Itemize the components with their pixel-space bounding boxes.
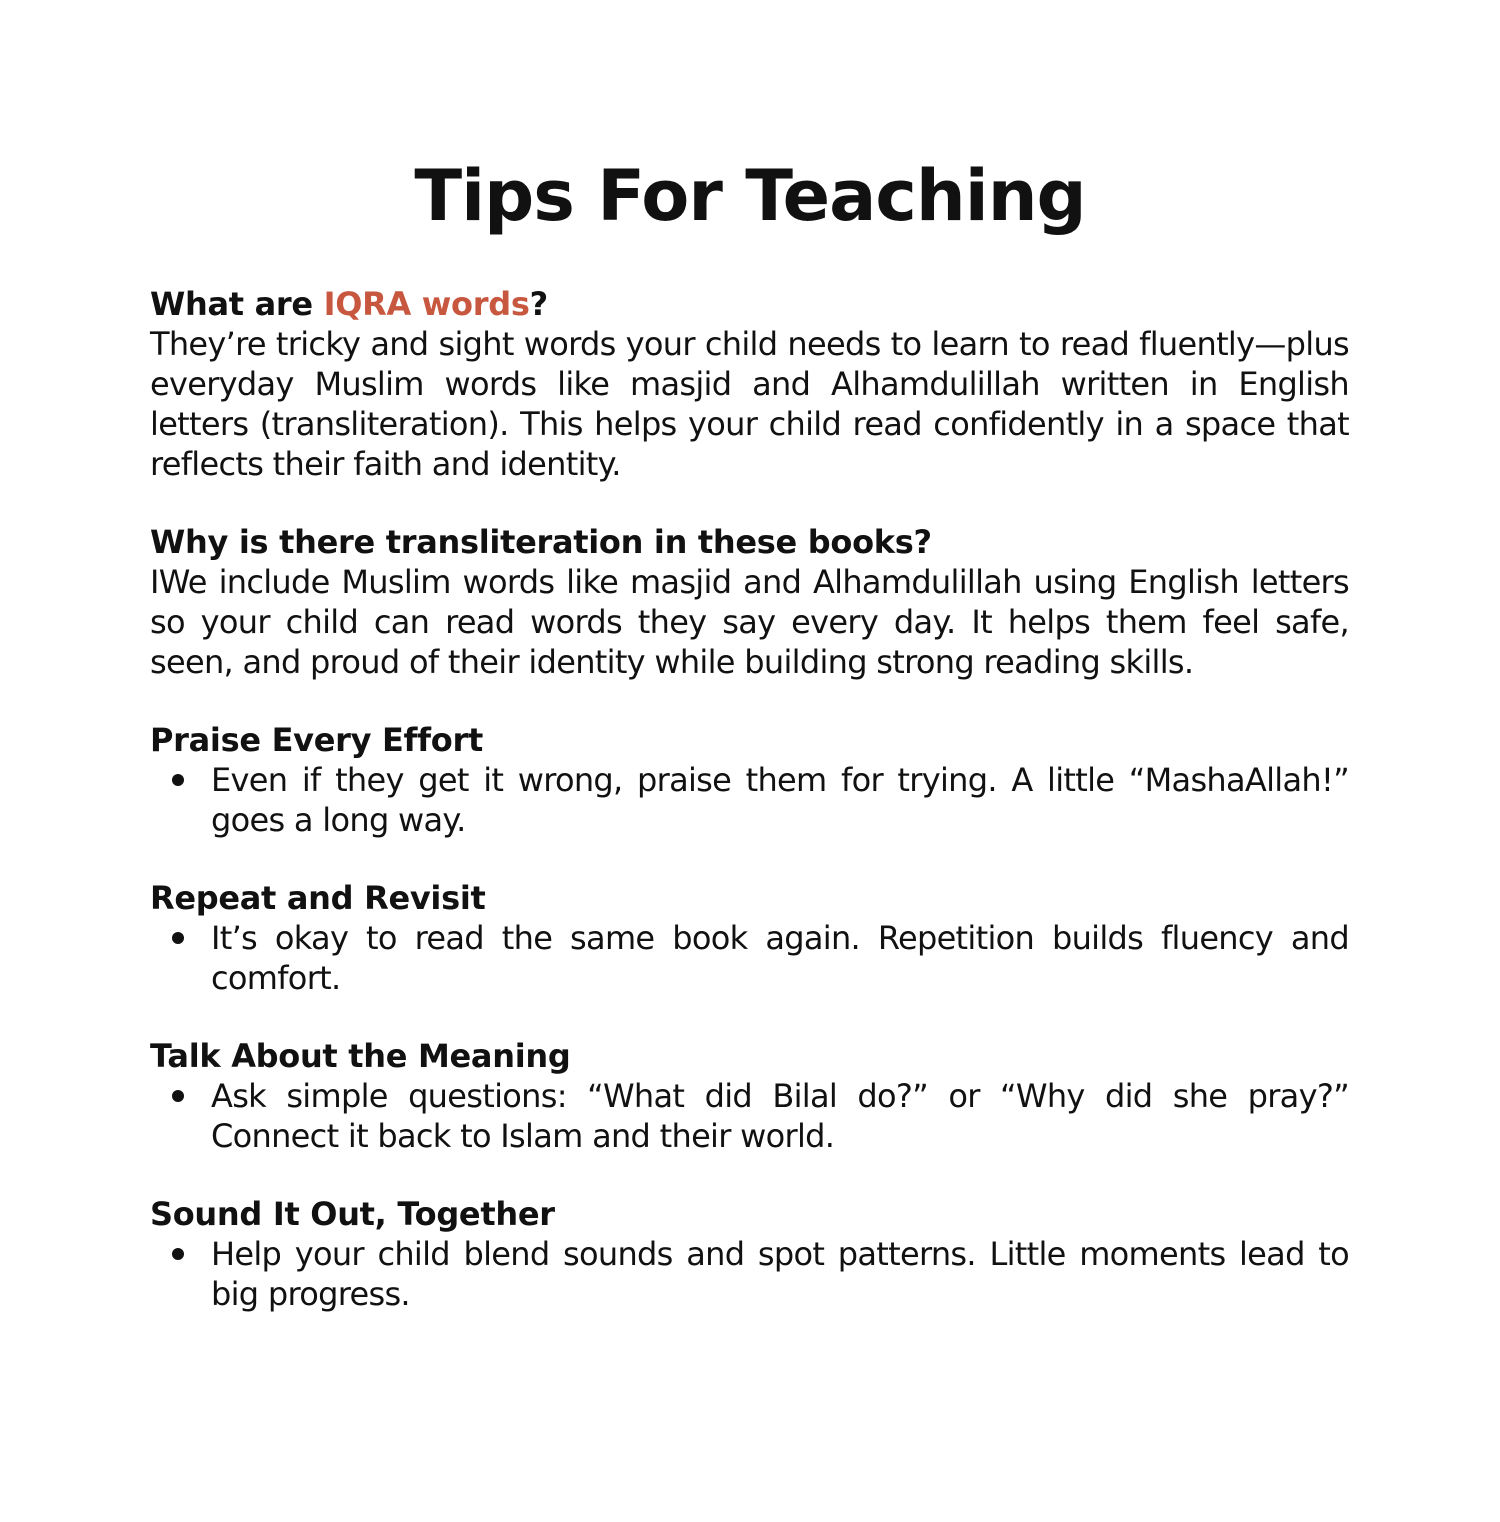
bullet-icon: [172, 1090, 184, 1102]
section-heading: Talk About the Meaning: [150, 1037, 571, 1075]
section-iqra-words: [150, 284, 1349, 484]
bullet-list: [150, 918, 1349, 998]
bullet-text: Even if they get it wrong, praise them for trying. A little “MashaAllah!” goes a long way.: [211, 761, 1349, 839]
bullet-text: Help your child blend sounds and spot patterns. Little moments lead to big progress.: [211, 1235, 1349, 1313]
bullet-text: It’s okay to read the same book again. Repetition builds fluency and comfort.: [211, 919, 1349, 997]
bullet-text: Ask simple questions: “What did Bilal do?” or “Why did she pray?” Connect it back to Islam and their world.: [211, 1077, 1349, 1155]
bullet-list: [150, 1076, 1349, 1156]
iqra-words-highlight: IQRA words: [323, 285, 530, 323]
section-heading: Praise Every Effort: [150, 721, 483, 759]
bullet-icon: [172, 774, 184, 786]
bullet-list: [150, 1234, 1349, 1314]
list-item: [150, 918, 1349, 998]
list-item: [150, 1234, 1349, 1314]
section-body: They’re tricky and sight words your child needs to learn to read fluently—plus everyday Muslim words like masjid and Alhamdulillah written in English letters (transliteration). This helps your child read confidently in a space that reflects their faith and identity.: [150, 325, 1349, 483]
section-repeat-and-revisit: [150, 878, 1349, 998]
section-talk-about-meaning: [150, 1036, 1349, 1156]
bullet-icon: [172, 932, 184, 944]
bullet-list: [150, 760, 1349, 840]
heading-prefix: What are: [150, 285, 324, 323]
section-transliteration: [150, 522, 1349, 682]
tips-content: [150, 284, 1349, 1352]
section-praise-every-effort: [150, 720, 1349, 840]
page-title: Tips For Teaching: [414, 155, 1086, 237]
bullet-icon: [172, 1248, 184, 1260]
list-item: [150, 1076, 1349, 1156]
section-heading: Why is there transliteration in these books?: [150, 523, 932, 561]
section-body: IWe include Muslim words like masjid and Alhamdulillah using English letters so your child can read words they say every day. It helps them feel safe, seen, and proud of their identity while building strong reading skills.: [150, 563, 1349, 681]
heading-suffix: ?: [529, 285, 548, 323]
section-heading: Repeat and Revisit: [150, 879, 486, 917]
section-sound-it-out: [150, 1194, 1349, 1314]
list-item: [150, 760, 1349, 840]
section-heading: [150, 284, 1349, 324]
section-heading: Sound It Out, Together: [150, 1195, 555, 1233]
